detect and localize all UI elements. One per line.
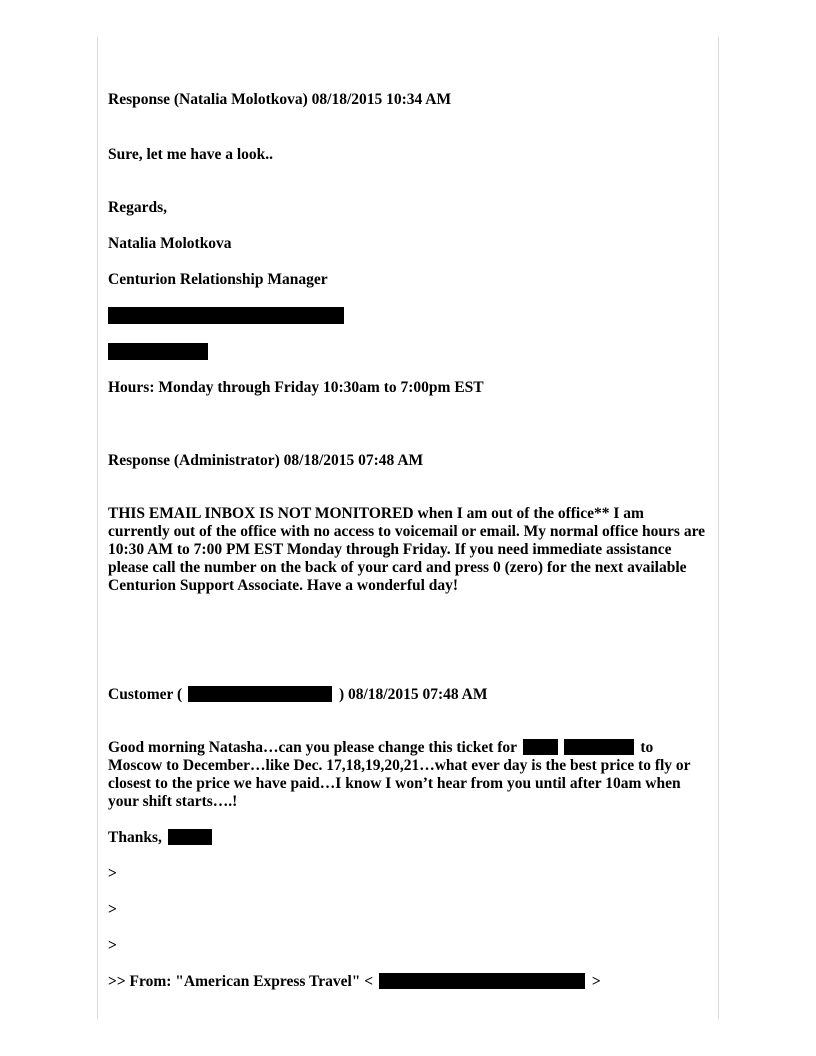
customer-message-rest: Moscow to December…like Dec. 17,18,19,20,21…what ever day is the best price to fly or closest to the price we have paid…I know I won’t hear from you until after 10am when your shift starts….! xyxy=(108,757,691,810)
office-hours: Hours: Monday through Friday 10:30am to 7:00pm EST xyxy=(108,379,484,396)
from-prefix: >> From: "American Express Travel" < xyxy=(108,973,374,990)
response-body-natalia: Sure, let me have a look.. xyxy=(108,146,274,163)
redacted-contact-1 xyxy=(108,307,344,324)
customer-message-start: Good morning Natasha…can you please change this ticket for xyxy=(108,739,517,756)
customer-header xyxy=(108,686,487,704)
redacted-contact-2 xyxy=(108,343,208,360)
redacted-passenger-last xyxy=(564,739,634,755)
response-header-administrator: Response (Administrator) 08/18/2015 07:48 AM xyxy=(108,452,424,469)
quote-marker: > xyxy=(108,901,117,918)
redacted-customer-signature xyxy=(168,829,212,845)
redacted-customer-name xyxy=(188,686,332,702)
customer-message xyxy=(108,739,708,811)
auto-reply-body: THIS EMAIL INBOX IS NOT MONITORED when I am out of the office** I am currently out of the office with no access to voicemail or email. My normal office hours are 10:30 AM to 7:00 PM EST Monday through Friday. If you need immediate assistance please call the number on the back of your card and press 0 (zero) for the next available Centurion Support Associate. Have a wonderful day! xyxy=(108,505,706,594)
redacted-email-address xyxy=(379,973,585,989)
from-suffix: > xyxy=(591,973,601,990)
thanks-text: Thanks, xyxy=(108,829,162,846)
customer-header-suffix: ) 08/18/2015 07:48 AM xyxy=(338,686,488,703)
quote-marker: > xyxy=(108,865,117,882)
response-header-natalia: Response (Natalia Molotkova) 08/18/2015 10:34 AM xyxy=(108,91,452,108)
quote-marker: > xyxy=(108,937,117,954)
customer-header-prefix: Customer ( xyxy=(108,686,183,703)
forwarded-from-line xyxy=(108,973,601,991)
customer-thanks xyxy=(108,829,212,847)
customer-message-to: to xyxy=(640,739,654,756)
signature-name: Natalia Molotkova xyxy=(108,235,232,252)
signature-title: Centurion Relationship Manager xyxy=(108,271,328,288)
regards-text: Regards, xyxy=(108,199,167,216)
redacted-passenger-first xyxy=(523,739,558,755)
